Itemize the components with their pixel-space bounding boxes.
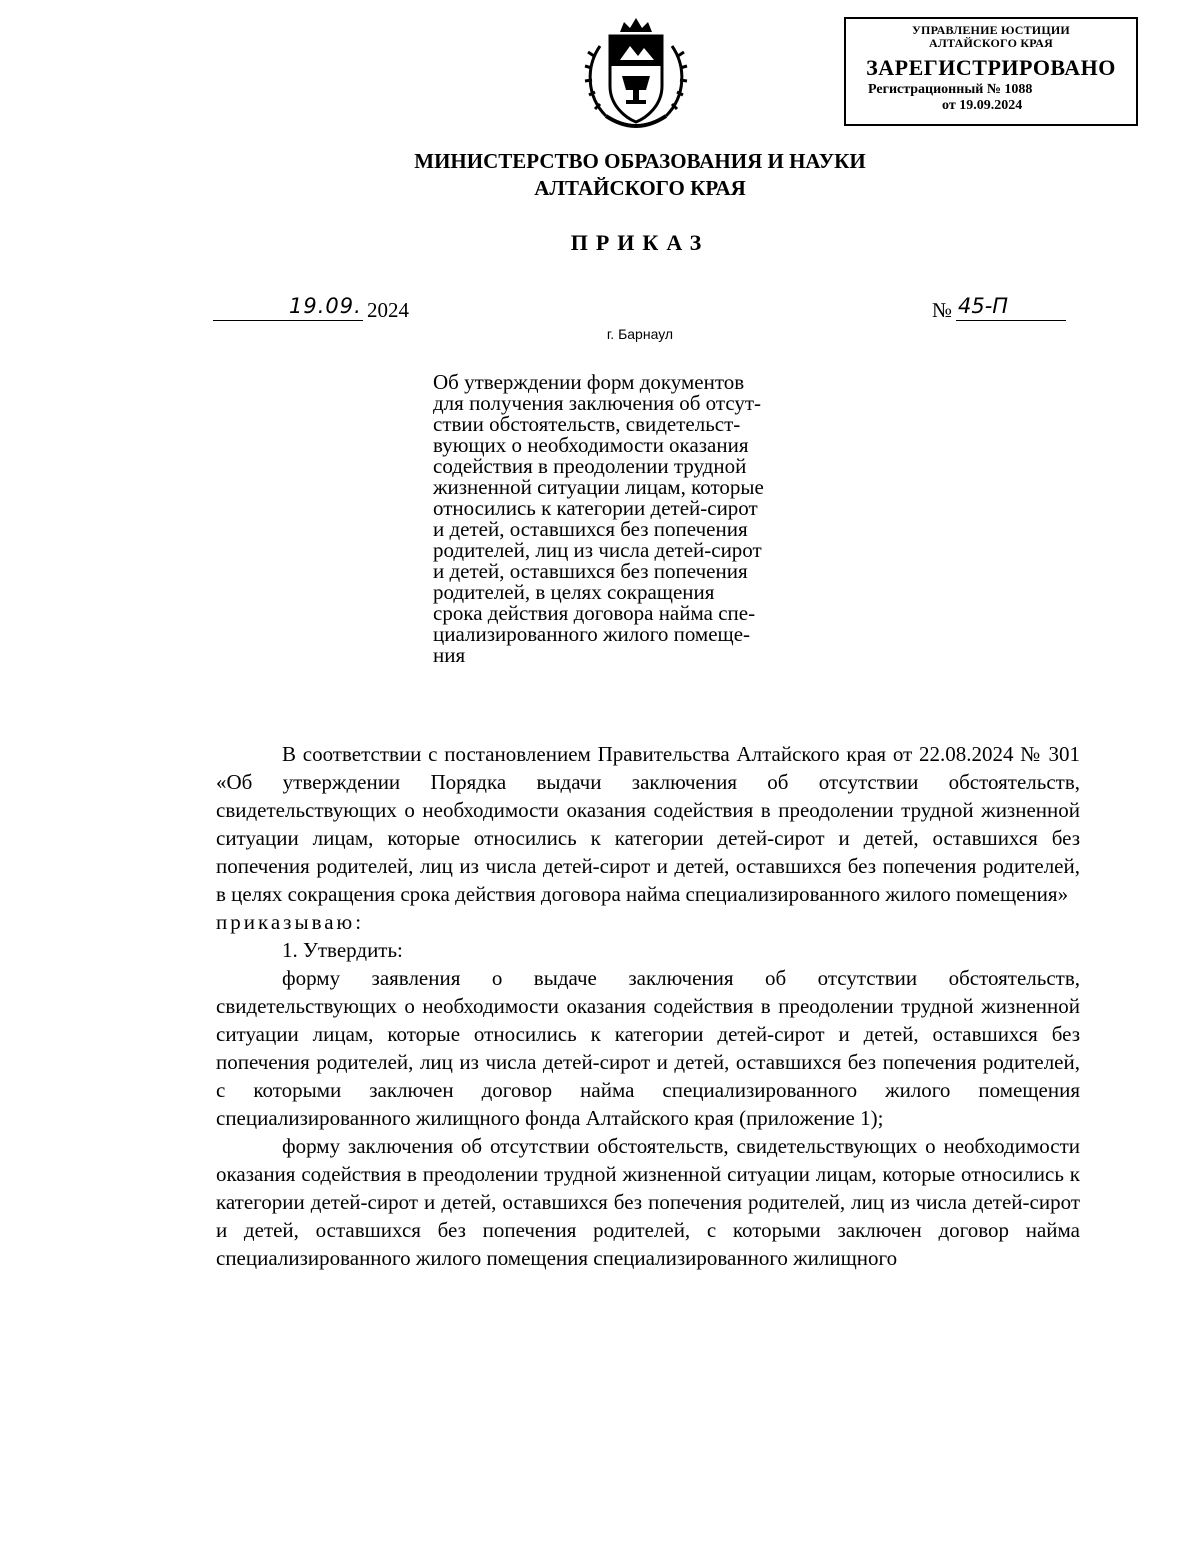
document-type-title: ПРИКАЗ — [570, 230, 710, 255]
subject-line: и детей, оставшихся без попечения — [433, 559, 748, 583]
date-underline — [213, 320, 363, 321]
coat-of-arms-emblem — [580, 16, 692, 134]
number-underline — [956, 320, 1066, 321]
subject-line: Об утверждении форм документов — [433, 370, 745, 394]
subject-line: циализированного жилого помеще- — [433, 622, 751, 646]
stamp-org-line2: АЛТАЙСКОГО КРАЯ — [929, 36, 1053, 50]
subject-line: ния — [433, 643, 466, 667]
stamp-reg-number: Регистрационный № 1088 — [868, 82, 1033, 97]
item-1: 1. Утвердить: — [282, 938, 403, 962]
ministry-heading — [200, 148, 1080, 202]
subject-line: для получения заключения об отсут- — [433, 391, 762, 415]
form-1-paragraph: форму заявления о выдаче заключения об отсутствии обстоятельств, свидетельствующих о необходимости оказания содействия в преодолении трудной жизненной ситуации лицам, которые относились к категории детей-сирот и детей, оставшихся без попечения родителей, лиц из числа детей-сирот и детей, оставшихся без попечения родителей, с которыми заключен договор найма специализированного жилого помещения специализированного жилищного фонда Алтайского края (приложение 1); — [216, 966, 1080, 1130]
preamble-paragraph: В соответствии с постановлением Правительства Алтайского края от 22.08.2024 № 301 «Об утверждении Порядка выдачи заключения об отсутствии обстоятельств, свидетельствующих о необходимости оказания содействия в преодолении трудной жизненной ситуации лицам, которые относились к категории детей-сирот и детей, оставшихся без попечения родителей, лиц из числа детей-сирот и детей, оставшихся без попечения родителей, в целях сокращения срока действия договора найма специализированного жилого помещения» — [216, 742, 1080, 906]
subject-line: родителей, в целях сокращения — [433, 580, 715, 604]
order-body — [216, 740, 1080, 1272]
number-handwritten: 45-П — [958, 294, 1009, 318]
stamp-reg-date: от 19.09.2024 — [942, 98, 1023, 113]
date-year: 2024 — [367, 298, 409, 322]
order-word: приказываю: — [216, 910, 365, 934]
subject-line: родителей, лиц из числа детей-сирот — [433, 538, 762, 562]
subject-line: срока действия договора найма спе- — [433, 601, 756, 625]
city-label: г. Барнаул — [606, 326, 674, 342]
ministry-line2: АЛТАЙСКОГО КРАЯ — [534, 176, 746, 200]
order-subject — [433, 372, 845, 666]
order-number — [932, 294, 1066, 322]
subject-line: относились к категории детей-сирот — [433, 496, 758, 520]
stamp-title: ЗАРЕГИСТРИРОВАНО — [866, 55, 1116, 80]
stamp-org-line1: УПРАВЛЕНИЕ ЮСТИЦИИ — [912, 23, 1070, 37]
subject-line: вующих о необходимости оказания — [433, 433, 749, 457]
subject-line: жизненной ситуации лицам, которые — [433, 475, 764, 499]
subject-line: ствии обстоятельств, свидетельст- — [433, 412, 741, 436]
subject-line: и детей, оставшихся без попечения — [433, 517, 748, 541]
date-handwritten: 19.09. — [289, 294, 362, 318]
ministry-line1: МИНИСТЕРСТВО ОБРАЗОВАНИЯ И НАУКИ — [414, 149, 866, 173]
number-sign: № — [932, 298, 953, 322]
subject-line: содействия в преодолении трудной — [433, 454, 747, 478]
form-2-paragraph: форму заключения об отсутствии обстоятельств, свидетельствующих о необходимости оказания содействия в преодолении трудной жизненной ситуации лицам, которые относились к категории детей-сирот и детей, оставшихся без попечения родителей, лиц из числа детей-сирот и детей, оставшихся без попечения родителей, с которыми заключен договор найма специализированного жилого помещения специализированного жилищного — [216, 1134, 1080, 1270]
registration-stamp — [844, 17, 1138, 126]
order-date — [213, 294, 413, 322]
